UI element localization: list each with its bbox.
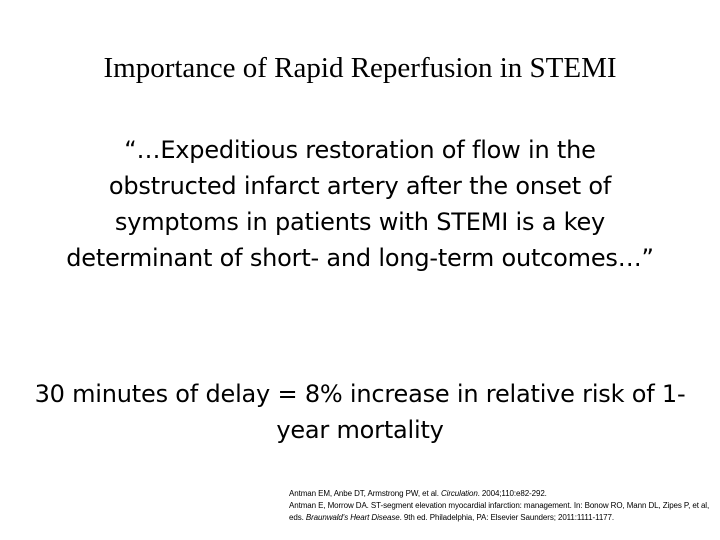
reference-2-details: . 9th ed. Philadelphia, PA: Elsevier Saunders; 2011:1111-1177. (399, 513, 614, 522)
mortality-statistic: 30 minutes of delay = 8% increase in relative risk of 1-year mortality (34, 380, 686, 444)
reference-1 (289, 488, 713, 500)
reference-2-authors: Antman E, Morrow DA. ST-segment elevation myocardial infarction: management. In: Bonow RO, Mann DL, Zipes P, et al, eds. (289, 501, 710, 522)
slide-title: Importance of Rapid Reperfusion in STEMI (103, 52, 617, 84)
reference-1-details: . 2004;110:e82-292. (477, 489, 547, 498)
reference-2-book: Braunwald's Heart Disease (305, 513, 400, 522)
reference-1-journal: Circulation (440, 489, 478, 498)
reference-1-authors: Antman EM, Anbe DT, Armstrong PW, et al. (289, 489, 441, 498)
quote-text: “…Expeditious restoration of flow in the obstructed infarct artery after the onset of symptoms in patients with STEMI is a key determinant of short- and long-term outcomes…” (66, 136, 654, 272)
reference-2 (289, 500, 713, 524)
references (289, 488, 713, 524)
